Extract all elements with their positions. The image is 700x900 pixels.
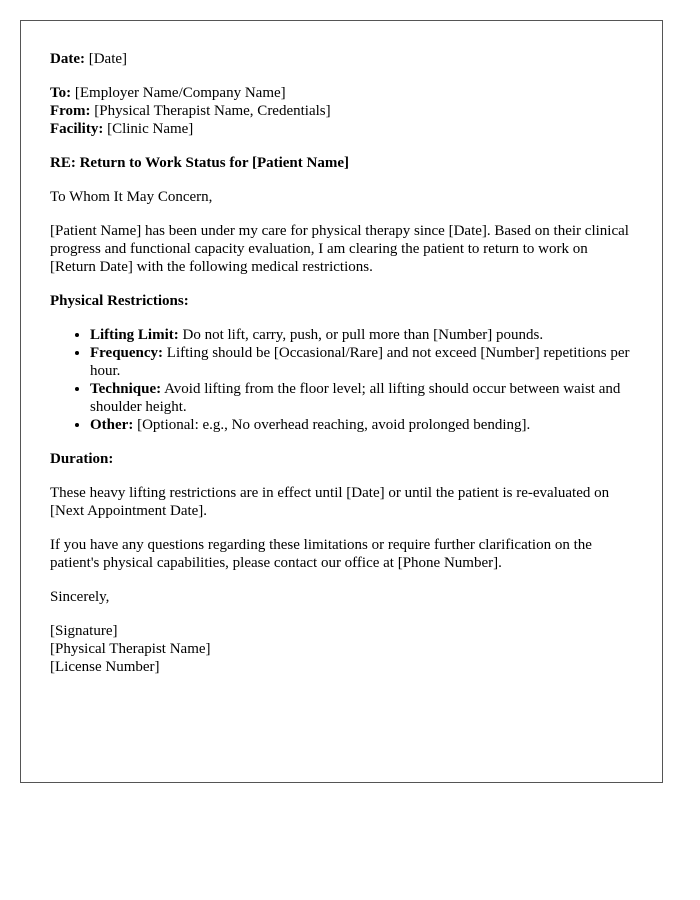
address-block: To: [Employer Name/Company Name] From: [Physical Therapist Name, Credentials] Facility: [Clinic Name] — [50, 85, 331, 137]
restrictions-list — [50, 326, 633, 434]
subject-line: RE: Return to Work Status for [Patient Name] — [50, 155, 349, 171]
letter — [20, 20, 663, 783]
date-line: Date: [Date] — [50, 51, 128, 67]
closing: Sincerely, — [50, 589, 110, 605]
list-item: • Technique: Avoid lifting from the floor level; all lifting should occur between waist and shoulder height. — [90, 380, 633, 416]
list-item: • Lifting Limit: Do not lift, carry, push, or pull more than [Number] pounds. — [90, 326, 633, 344]
duration-heading: Duration: — [50, 451, 114, 467]
list-item: • Other: [Optional: e.g., No overhead reaching, avoid prolonged bending]. — [90, 416, 633, 434]
salutation: To Whom It May Concern, — [50, 189, 213, 205]
list-item: • Frequency: Lifting should be [Occasional/Rare] and not exceed [Number] repetitions per hour. — [90, 344, 633, 380]
signature-block: [Signature] [Physical Therapist Name] [License Number] — [50, 623, 211, 675]
duration-paragraph: These heavy lifting restrictions are in effect until [Date] or until the patient is re-evaluated on [Next Appointment Date]. — [50, 485, 610, 519]
contact-paragraph: If you have any questions regarding these limitations or require further clarification on the patient's physical capabilities, please contact our office at [Phone Number]. — [50, 537, 592, 571]
intro-paragraph: [Patient Name] has been under my care for physical therapy since [Date]. Based on their clinical progress and functional capacity evaluation, I am clearing the patient to return to work on [Return Date] with the following medical restrictions. — [50, 223, 629, 275]
restrictions-heading: Physical Restrictions: — [50, 293, 189, 309]
